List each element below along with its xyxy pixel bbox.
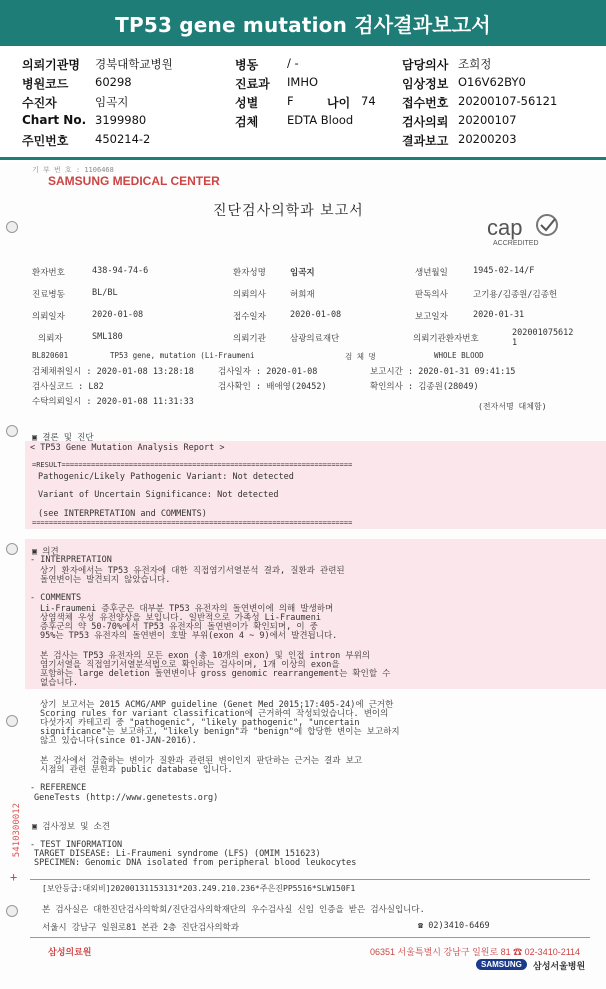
binder-hole bbox=[6, 425, 18, 437]
binder-hole bbox=[6, 221, 18, 233]
label-rcv-date: 접수일자 bbox=[233, 312, 266, 322]
label-institution: 의뢰기관명 bbox=[22, 58, 80, 72]
guideline-line: 다섯가지 카테고리 중 "pathogenic", "likely pathogenic", "uncertain bbox=[40, 718, 360, 728]
value-ward2: BL/BL bbox=[92, 288, 118, 298]
hospital-address: 06351 서울특별시 강남구 일원로 81 ☎ 02-3410-2114 bbox=[370, 947, 581, 957]
confirm-doctor: 확인의사 : 김종원(28049) bbox=[370, 382, 479, 392]
value-inst-pid: 202001075612 1 bbox=[512, 328, 574, 348]
cap-accredited-logo bbox=[485, 213, 565, 247]
value-doctor: 조희정 bbox=[458, 57, 492, 71]
value-clinical-info: O16V62BY0 bbox=[458, 75, 526, 89]
value-req-doc: 허희재 bbox=[290, 290, 315, 300]
comments-heading: - COMMENTS bbox=[30, 593, 82, 603]
label-req-date: 의뢰일자 bbox=[32, 312, 65, 322]
scanned-report bbox=[0, 163, 606, 989]
interpretation-line: 돌연변이는 발견되지 않았습니다. bbox=[40, 575, 171, 585]
side-stamp: 5410300012 bbox=[12, 803, 22, 858]
top-cut-line: 기 부 번 호 : 1106468 bbox=[32, 166, 114, 174]
order-code: BL820601 bbox=[32, 351, 69, 360]
report-title: TP53 gene mutation 검사결과보고서 bbox=[0, 0, 606, 46]
label-specimen: 검체 bbox=[235, 115, 259, 129]
report-subtitle: < TP53 Gene Mutation Analysis Report > bbox=[30, 443, 225, 453]
label-dept: 진료과 bbox=[235, 77, 270, 91]
e-signature-note: (전자서명 대체함) bbox=[478, 402, 547, 411]
result-rule-bottom: ============================================================================ bbox=[32, 519, 353, 527]
label-requester: 의뢰자 bbox=[38, 334, 63, 344]
label-dob: 생년월일 bbox=[415, 268, 448, 278]
label-rpt-date: 보고일자 bbox=[415, 312, 448, 322]
value-specimen-name: WHOLE BLOOD bbox=[434, 351, 484, 360]
label-clinical-info: 임상정보 bbox=[402, 77, 449, 91]
label-request-date: 검사의뢰 bbox=[402, 115, 449, 129]
label-accession: 접수번호 bbox=[402, 96, 449, 110]
label-ward2: 진료병동 bbox=[32, 290, 65, 300]
label-reg-no: 환자번호 bbox=[32, 268, 65, 278]
value-specimen: EDTA Blood bbox=[287, 113, 354, 127]
label-doctor: 담당의사 bbox=[402, 58, 449, 72]
label-ward: 병동 bbox=[235, 58, 259, 72]
reference-link: GeneTests (http://www.genetests.org) bbox=[34, 793, 219, 803]
test-confirm: 검사확인 : 배애영(20452) bbox=[218, 382, 327, 392]
value-report-date: 20200203 bbox=[458, 132, 517, 146]
value-rpt-date: 2020-01-31 bbox=[473, 310, 525, 320]
target-disease: TARGET DISEASE: Li-Fraumeni syndrome (LFS) (OMIM 151623) bbox=[34, 849, 321, 859]
comment-line: 증후군의 약 50-70%에서 TP53 유전자의 돌연변이가 확인되며, 이 중 bbox=[40, 622, 318, 632]
value-accession: 20200107-56121 bbox=[458, 94, 558, 108]
comment-line: Li-Fraumeni 증후군은 대부분 TP53 유전자의 돌연변이에 의해 발생하며 bbox=[40, 604, 334, 614]
value-rcv-date: 2020-01-08 bbox=[290, 310, 342, 320]
specimen-info: SPECIMEN: Genomic DNA isolated from peripheral blood leukocytes bbox=[34, 858, 357, 868]
comment-line: 상염색체 우성 유전양상을 보입니다. 일반적으로 가족성 Li-Fraumeni bbox=[40, 613, 321, 623]
certification-note: 본 검사실은 대한진단검사의학회/진단검사의학재단의 우수검사실 신임 인증을 받은 검사실입니다. bbox=[42, 905, 425, 915]
value-institution: 경북대학교병원 bbox=[95, 57, 173, 71]
guideline-line: 않고 있습니다(since 01-JAN-2016). bbox=[40, 736, 197, 746]
label-chart-no: Chart No. bbox=[22, 113, 87, 127]
value-resident-no: 450214-2 bbox=[95, 132, 151, 146]
conclusion-heading: ▣ 결론 및 진단 bbox=[32, 433, 94, 443]
method-line: 염기서열을 직접염기서열분석법으로 확인하는 검사이며, 1개 이상의 exon을 bbox=[40, 660, 340, 670]
samsung-medical-center-logo: SAMSUNG MEDICAL CENTER bbox=[48, 174, 220, 188]
opinion-heading: ▣ 의견 bbox=[32, 547, 59, 557]
label-inst-pid: 의뢰기관환자번호 bbox=[413, 334, 479, 344]
samsung-medical-foundation-logo: 삼성의료원 bbox=[48, 947, 92, 957]
guideline-line: Scoring rules for variant classification에 근거하여 작성되었습니다. 변이의 bbox=[40, 709, 389, 719]
guideline-line: significance"는 보고하고, "likely benign"과 "benign"에 합당한 변이는 보고하지 bbox=[40, 727, 400, 737]
value-chart-no: 3199980 bbox=[95, 113, 147, 127]
value-reader: 고기용/김종원/김종헌 bbox=[473, 290, 558, 300]
label-hospital-code: 병원코드 bbox=[22, 77, 69, 91]
basis-line: 시점의 관련 문헌과 public database 입니다. bbox=[40, 765, 233, 775]
value-req-inst: 삼광의료재단 bbox=[290, 334, 340, 344]
label-reader: 판독의사 bbox=[415, 290, 448, 300]
value-age: 74 bbox=[361, 94, 376, 108]
samsung-logo: SAMSUNG bbox=[476, 959, 527, 970]
comment-line: 95%는 TP53 유전자의 돌연변이 호발 부위(exon 4 ~ 9)에서 발견됩니다. bbox=[40, 631, 338, 641]
report-time: 보고시간 : 2020-01-31 09:41:15 bbox=[370, 367, 516, 377]
value-requester: SML180 bbox=[92, 332, 123, 342]
label-age: 나이 bbox=[327, 96, 351, 110]
scan-doc-title: 진단검사의학과 보고서 bbox=[213, 203, 364, 219]
patient-header bbox=[0, 52, 606, 150]
test-date: 검사일자 : 2020-01-08 bbox=[218, 367, 318, 377]
value-ward: / - bbox=[287, 56, 299, 70]
samsung-seoul-hospital-logo: 삼성서울병원 bbox=[533, 961, 586, 971]
label-report-date: 결과보고 bbox=[402, 134, 449, 148]
value-dept: IMHO bbox=[287, 75, 319, 89]
interpretation-line: 상기 환자에서는 TP53 유전자에 대한 직접염기서열분석 결과, 질환과 관련된 bbox=[40, 566, 345, 576]
test-information-heading: - TEST INFORMATION bbox=[30, 840, 123, 850]
value-dob: 1945-02-14/F bbox=[473, 266, 535, 276]
value-sex: F bbox=[287, 94, 294, 108]
value-patient: 임곡지 bbox=[95, 95, 129, 109]
guideline-line: 상기 보고서는 2015 ACMG/AMP guideline (Genet Med 2015;17:405-24)에 근거한 bbox=[40, 700, 394, 710]
label-req-doc: 의뢰의사 bbox=[233, 290, 266, 300]
value-req-date: 2020-01-08 bbox=[92, 310, 144, 320]
label-req-inst: 의뢰기관 bbox=[233, 334, 266, 344]
binder-hole bbox=[6, 905, 18, 917]
test-name: TP53 gene, mutation (Li-Fraumeni bbox=[110, 351, 255, 360]
testinfo-heading: ▣ 검사정보 및 소견 bbox=[32, 822, 110, 832]
header-divider bbox=[0, 157, 606, 160]
binder-hole bbox=[6, 543, 18, 555]
label-pname: 환자성명 bbox=[233, 268, 266, 278]
basis-line: 본 검사에서 검출하는 변이가 질환과 관련된 변이인지 판단하는 근거는 결과 보고 bbox=[40, 756, 363, 766]
label-sex: 성별 bbox=[235, 96, 259, 110]
collection-time: 검체채취일시 : 2020-01-08 13:28:18 bbox=[32, 367, 194, 377]
footer-rule bbox=[30, 879, 590, 880]
cap-sub-text: ACCREDITED bbox=[493, 240, 539, 247]
label-specimen-name: 검 체 명 bbox=[345, 352, 376, 361]
plus-mark: + bbox=[10, 870, 18, 884]
pathogenic-result: Pathogenic/Likely Pathogenic Variant: Not detected bbox=[38, 472, 294, 482]
lab-code: 검사실코드 : L82 bbox=[32, 382, 104, 392]
label-resident-no: 주민번호 bbox=[22, 134, 69, 148]
method-line: 없습니다. bbox=[40, 678, 78, 688]
method-line: 포함하는 large deletion 돌연변이나 gross genomic rearrangement는 확인할 수 bbox=[40, 669, 391, 679]
value-reg-no: 438-94-74-6 bbox=[92, 266, 149, 276]
lab-phone: ☎ 02)3410-6469 bbox=[418, 921, 490, 931]
result-rule-top: =RESULT===================================================================== bbox=[32, 461, 353, 469]
binder-hole bbox=[6, 715, 18, 727]
value-request-date: 20200107 bbox=[458, 113, 517, 127]
lab-address: 서울시 강남구 일원로81 본관 2층 진단검사의학과 bbox=[42, 923, 239, 933]
vus-result: Variant of Uncertain Significance: Not detected bbox=[38, 490, 279, 500]
value-pname: 임곡지 bbox=[290, 268, 315, 278]
print-security: [보안등급:대외비]20200131153131*203.249.210.236*주은진PP5516*SLW150F1 bbox=[42, 884, 356, 893]
consign-time: 수탁의뢰일시 : 2020-01-08 11:31:33 bbox=[32, 397, 194, 407]
interpretation-heading: - INTERPRETATION bbox=[30, 555, 112, 565]
cap-text: cap bbox=[487, 215, 523, 240]
method-line: 본 검사는 TP53 유전자의 모든 exon (총 10개의 exon) 및 인접 intron 부위의 bbox=[40, 651, 371, 661]
reference-heading: - REFERENCE bbox=[30, 783, 87, 793]
value-hospital-code: 60298 bbox=[95, 75, 132, 89]
footer-rule bbox=[30, 937, 590, 938]
see-interpretation: (see INTERPRETATION and COMMENTS) bbox=[38, 509, 207, 519]
label-patient: 수진자 bbox=[22, 96, 57, 110]
